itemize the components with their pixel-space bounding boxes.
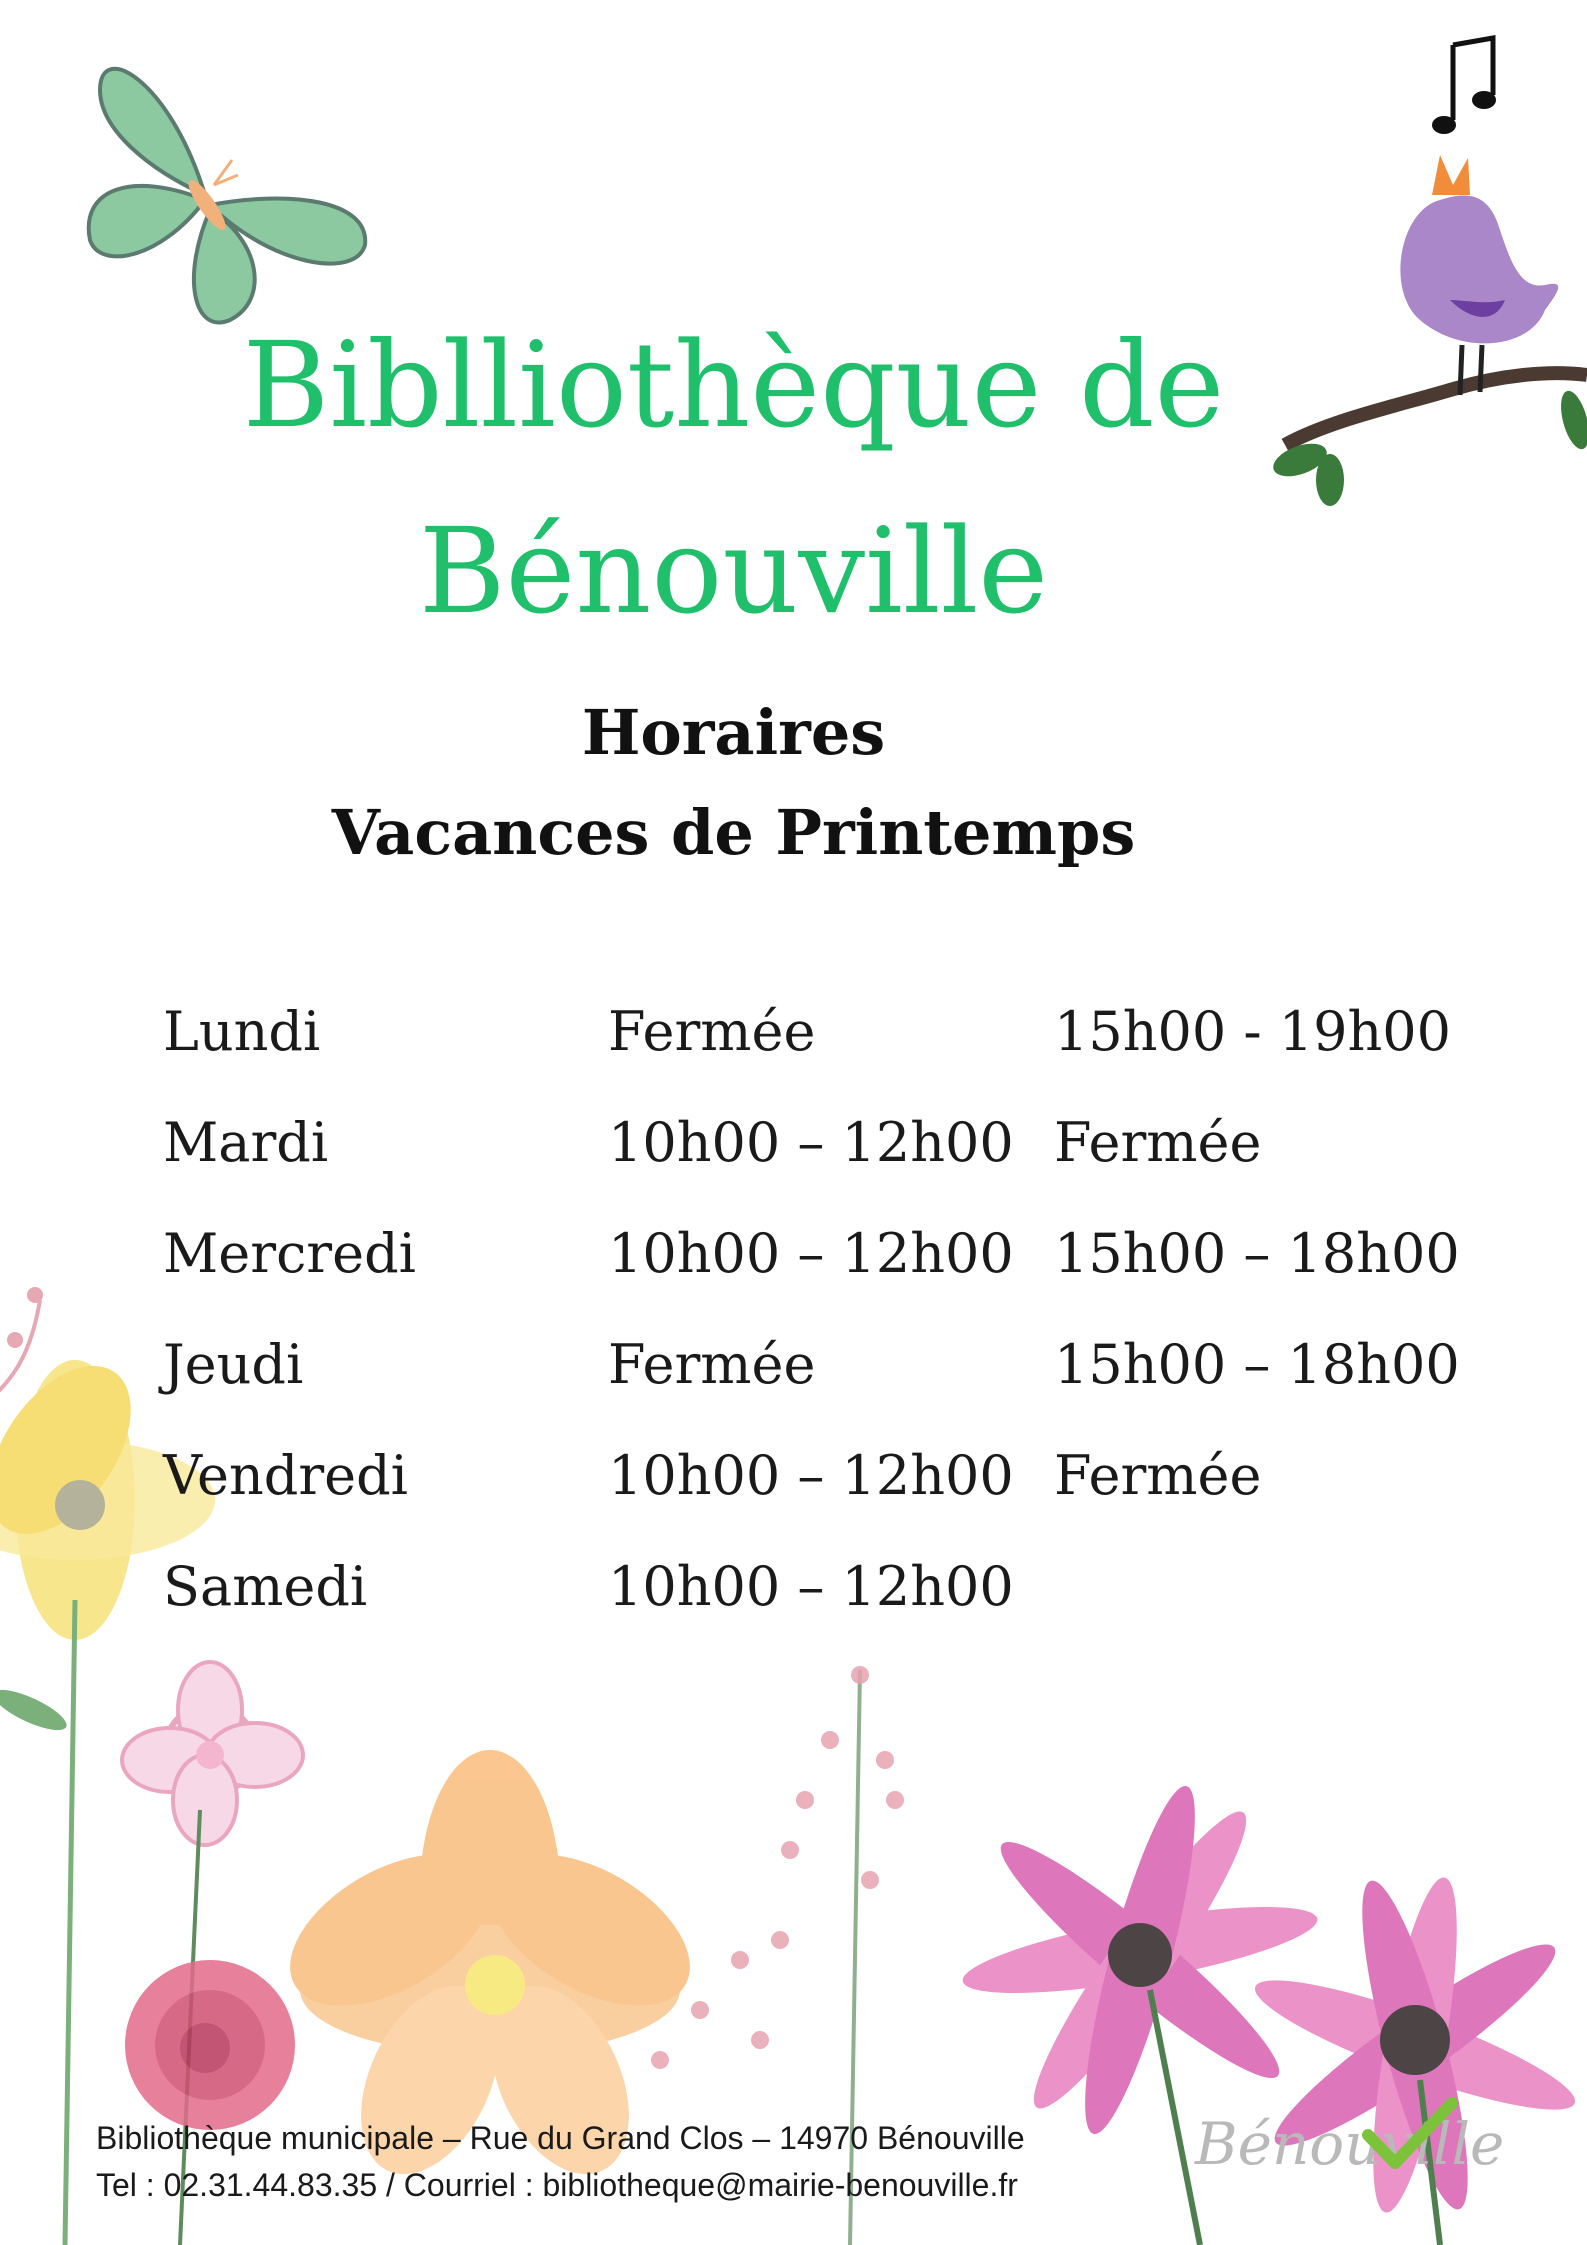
day-label: Mercredi (163, 1222, 416, 1285)
rose-icon (125, 1960, 295, 2130)
footer-address: Bibliothèque municipale – Rue du Grand Clos – 14970 Bénouville (96, 2120, 1025, 2156)
footer-contact: Tel : 02.31.44.83.35 / Courriel : bibliotheque@mairie-benouville.fr (96, 2167, 1018, 2203)
morning-hours: 10h00 – 12h00 (608, 1555, 1014, 1618)
day-label: Samedi (163, 1555, 368, 1618)
afternoon-hours: Fermée (1054, 1111, 1262, 1174)
schedule-row (0, 1333, 1587, 1413)
afternoon-hours: 15h00 – 18h00 (1054, 1333, 1460, 1396)
day-label: Vendredi (163, 1444, 408, 1507)
afternoon-hours: Fermée (1054, 1444, 1262, 1507)
schedule-row (0, 1000, 1587, 1080)
morning-hours: Fermée (608, 1000, 816, 1063)
blossom-branch-icon (651, 1666, 904, 2069)
day-label: Mardi (163, 1111, 329, 1174)
music-note-icon (1432, 38, 1496, 134)
page-title-line1: Biblliothèque de (242, 316, 1225, 454)
schedule-row (0, 1111, 1587, 1191)
morning-hours: Fermée (608, 1333, 816, 1396)
checkmark-icon (1360, 2095, 1460, 2175)
schedule-row (0, 1444, 1587, 1524)
pink-flower-icon (122, 1662, 303, 1845)
morning-hours: 10h00 – 12h00 (608, 1222, 1014, 1285)
town-logo: Bénouville (1195, 2110, 1505, 2178)
schedule-row (0, 1555, 1587, 1635)
afternoon-hours: 15h00 – 18h00 (1054, 1222, 1460, 1285)
schedule-period: Vacances de Printemps (331, 796, 1136, 869)
butterfly-icon (89, 69, 365, 323)
morning-hours: 10h00 – 12h00 (608, 1111, 1014, 1174)
day-label: Lundi (163, 1000, 321, 1063)
schedule-row (0, 1222, 1587, 1302)
page-title-line2: Bénouville (418, 502, 1049, 640)
schedule-heading: Horaires (581, 696, 886, 769)
afternoon-hours: 15h00 - 19h00 (1054, 1000, 1451, 1063)
morning-hours: 10h00 – 12h00 (608, 1444, 1014, 1507)
day-label: Jeudi (163, 1333, 304, 1396)
